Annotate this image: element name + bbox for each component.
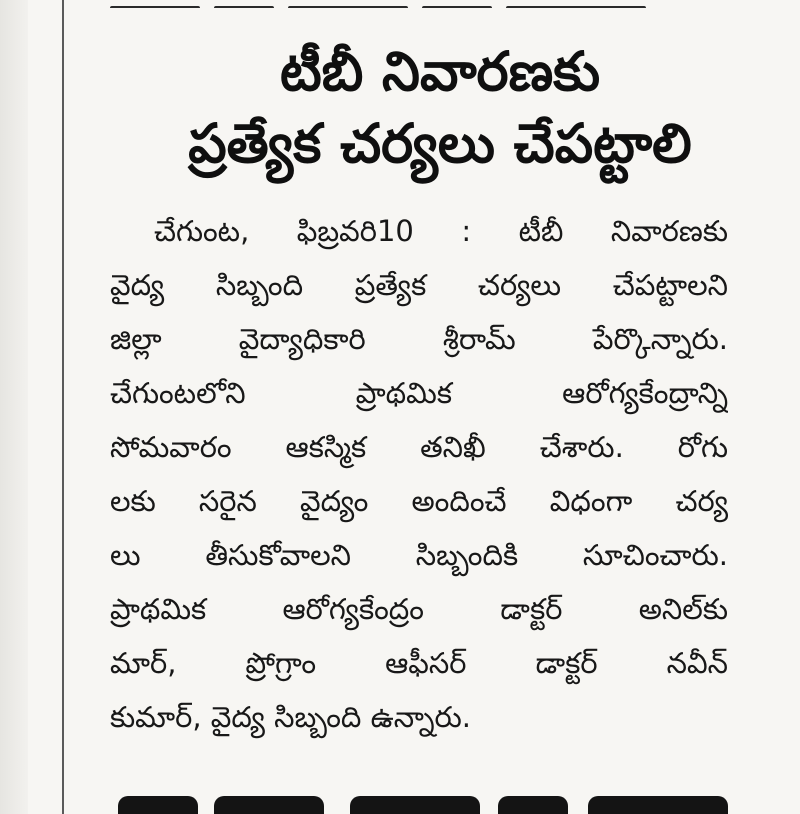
- article-headline: [120, 36, 760, 180]
- previous-article-fragment: [110, 0, 770, 8]
- body-line: ప్రాథమిక ఆరోగ్యకేంద్రం డాక్టర్ అనిల్‌కు: [110, 592, 728, 626]
- headline-line-1: టీబీ నివారణకు: [279, 40, 601, 103]
- body-line: చేగుంటలోని ప్రాథమిక ఆరోగ్యకేంద్రాన్ని: [110, 376, 728, 410]
- column-divider: [62, 0, 64, 814]
- article-body: [110, 204, 728, 744]
- body-line: లకు సరైన వైద్యం అందించే విధంగా చర్య: [110, 484, 728, 518]
- next-article-headline-fragment: [118, 790, 738, 814]
- body-line: కుమార్, వైద్య సిబ్బంది ఉన్నారు.: [110, 700, 471, 734]
- headline-line-2: ప్రత్యేక చర్యలు చేపట్టాలి: [188, 112, 692, 175]
- body-line: మార్, ప్రోగ్రాం ఆఫీసర్ డాక్టర్ నవీన్: [110, 646, 728, 680]
- body-line: వైద్య సిబ్బంది ప్రత్యేక చర్యలు చేపట్టాలని: [110, 268, 728, 302]
- body-line: సోమవారం ఆకస్మిక తనిఖీ చేశారు. రోగు: [110, 430, 728, 464]
- adjacent-column-edge: [0, 0, 28, 814]
- body-line: జిల్లా వైద్యాధికారి శ్రీరామ్ పేర్కొన్నారు.: [110, 322, 728, 356]
- body-line: లు తీసుకోవాలని సిబ్బందికి సూచించారు.: [110, 538, 728, 572]
- body-line: చేగుంట, ఫిబ్రవరి10 : టీబీ నివారణకు: [154, 214, 728, 248]
